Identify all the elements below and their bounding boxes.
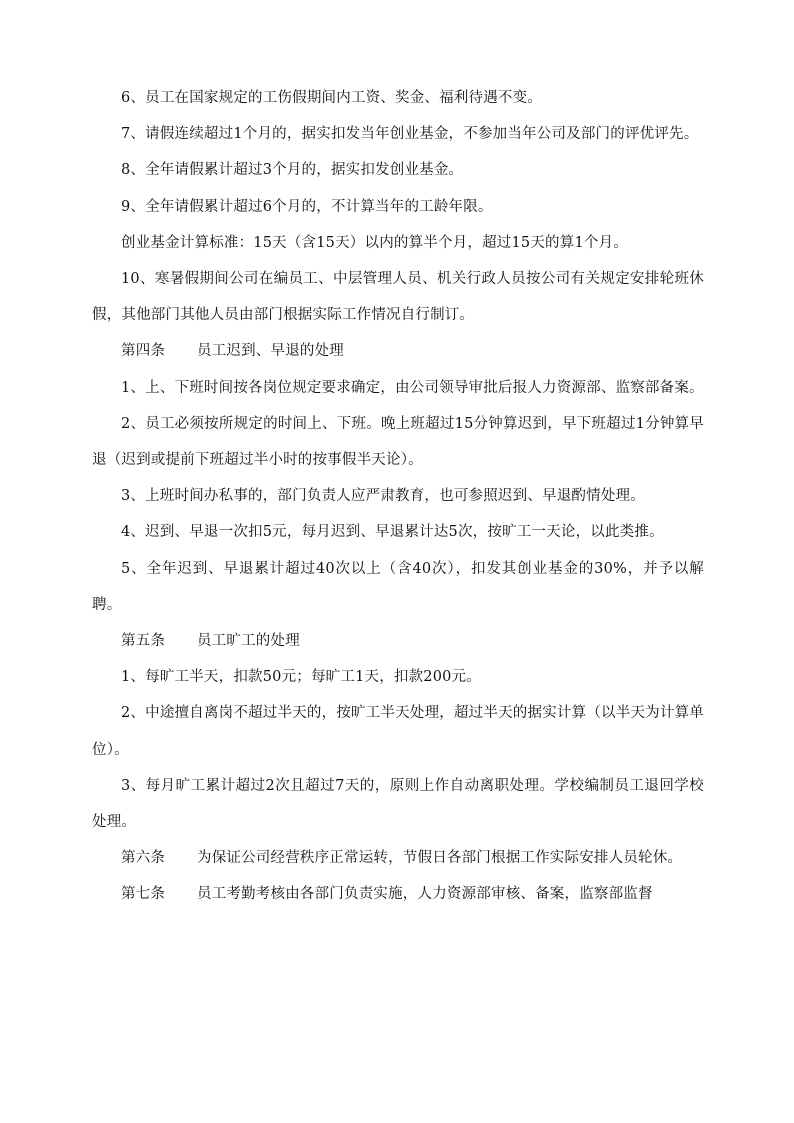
paragraph-fund-calculation: 创业基金计算标准：15天（含15天）以内的算半个月，超过15天的算1个月。 <box>121 234 628 251</box>
article-title: 员工旷工的处理 <box>197 633 300 650</box>
paragraph-4-5-dismissal: 5、全年迟到、早退累计超过40次以上（含40次），扣发其创业基金的30%，并予以解聘。 <box>92 560 704 613</box>
paragraph-6-work-injury: 6、员工在国家规定的工伤假期间内工资、奖金、福利待遇不变。 <box>121 90 543 106</box>
paragraph-4-3-private-affairs: 3、上班时间办私事的，部门负责人应严肃教育，也可参照迟到、早退酌情处理。 <box>121 488 645 505</box>
article-4-heading <box>92 333 704 369</box>
article-7 <box>92 876 704 912</box>
article-text: 员工考勤考核由各部门负责实施，人力资源部审核、备案，监察部监督 <box>197 886 653 903</box>
article-number: 第七条 <box>121 886 166 903</box>
paragraph-7-leave-over-month: 7、请假连续超过1个月的，据实扣发当年创业基金，不参加当年公司及部门的评优评先。 <box>121 126 699 143</box>
article-number: 第五条 <box>121 633 166 650</box>
article-number: 第四条 <box>121 343 166 360</box>
paragraph-4-4-deduction: 4、迟到、早退一次扣5元，每月迟到、早退累计达5次，按旷工一天论，以此类推。 <box>121 524 664 541</box>
paragraph-5-3-auto-resignation: 3、每月旷工累计超过2次且超过7天的，原则上作自动离职处理。学校编制员工退回学校处理。 <box>92 777 704 831</box>
article-6 <box>92 840 704 876</box>
paragraph-4-2-late-early: 2、员工必须按所规定的时间上、下班。晚上班超过15分钟算迟到，早下班超过1分钟算早退（迟到或提前下班超过半小时的按事假半天论）。 <box>92 415 704 469</box>
paragraph-4-1-work-hours: 1、上、下班时间按各岗位规定要求确定，由公司领导审批后报人力资源部、监察部备案。 <box>121 379 704 396</box>
document-body <box>92 80 704 913</box>
paragraph-5-1-absence-deduction: 1、每旷工半天，扣款50元；每旷工1天，扣款200元。 <box>121 669 481 686</box>
article-5-heading <box>92 623 704 659</box>
paragraph-8-leave-over-3-months: 8、全年请假累计超过3个月的，据实扣发创业基金。 <box>121 162 464 179</box>
article-title: 员工迟到、早退的处理 <box>197 343 344 360</box>
article-number: 第六条 <box>121 850 166 867</box>
paragraph-10-vacation-rotation: 10、寒暑假期间公司在编员工、中层管理人员、机关行政人员按公司有关规定安排轮班休假，其他部门其他人员由部门根据实际工作情况自行制订。 <box>92 271 704 324</box>
article-text: 为保证公司经营秩序正常运转，节假日各部门根据工作实际安排人员轮休。 <box>197 850 683 867</box>
paragraph-9-leave-over-6-months: 9、全年请假累计超过6个月的，不计算当年的工龄年限。 <box>121 198 493 215</box>
paragraph-5-2-leaving-post: 2、中途擅自离岗不超过半天的，按旷工半天处理，超过半天的据实计算（以半天为计算单位）。 <box>92 705 704 758</box>
